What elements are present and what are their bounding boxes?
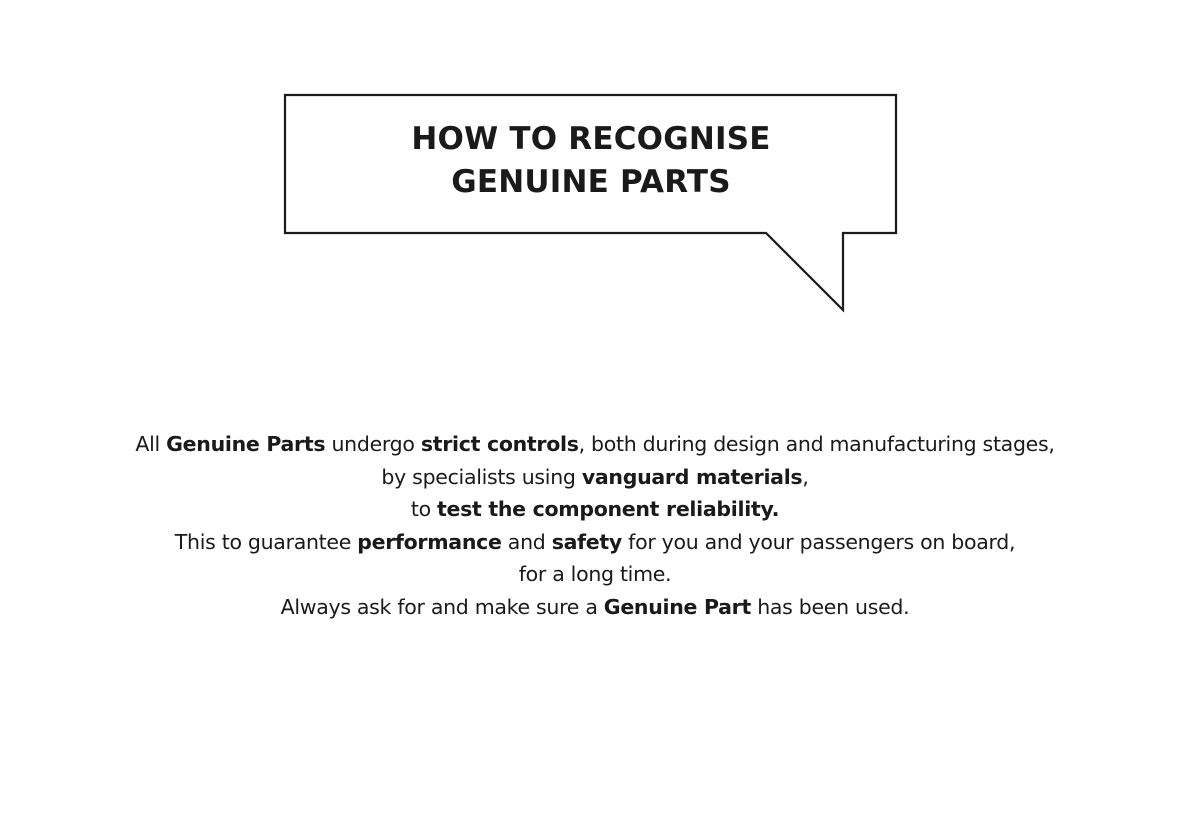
body-paragraph	[95, 428, 1095, 623]
page-title	[286, 118, 896, 204]
body-line-5: for a long time.	[518, 562, 672, 586]
emphasis: test the component reliability.	[437, 497, 780, 521]
body-line-2: by specialists using vanguard materials,	[381, 464, 809, 489]
body-line-1: All Genuine Parts undergo strict controls, both during design and manufacturing stages,	[135, 432, 1055, 456]
title-line-1: HOW TO RECOGNISE	[411, 121, 771, 157]
title-line-2: GENUINE PARTS	[451, 164, 731, 200]
body-line-3: to test the component reliability.	[410, 497, 780, 521]
emphasis: strict controls	[420, 432, 579, 456]
emphasis: Genuine Part	[603, 594, 751, 619]
emphasis: vanguard materials	[581, 464, 803, 489]
body-line-4: This to guarantee performance and safety for you and your passengers on board,	[174, 529, 1016, 554]
body-line-6: Always ask for and make sure a Genuine Part has been used.	[280, 594, 910, 619]
emphasis: safety	[551, 529, 622, 554]
emphasis: performance	[357, 529, 502, 554]
emphasis: Genuine Parts	[166, 432, 326, 456]
